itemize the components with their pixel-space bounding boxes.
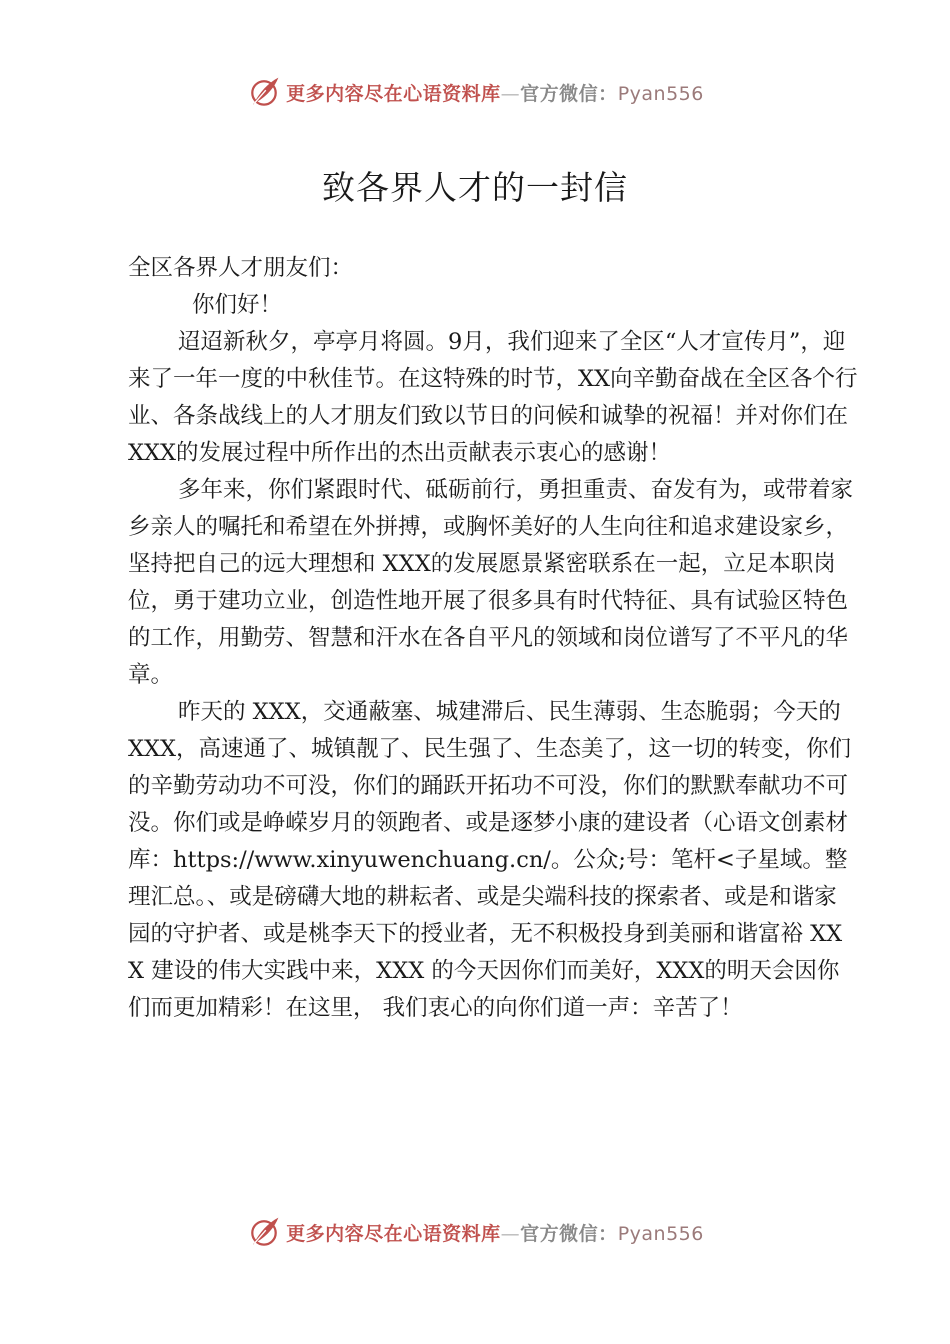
quill-pen-logo-icon (246, 74, 282, 110)
header-handle: Pyan556 (617, 82, 704, 105)
footer-text (286, 1219, 704, 1246)
letter-body (128, 250, 858, 1027)
paragraph: 昨天的 XXX，交通蔽塞、城建滞后、民生薄弱、生态脆弱；今天的 XXX，高速通了、城镇靓了、民生强了、生态美了，这一切的转变，你们的辛勤劳动功不可没，你们的踊跃开拓功不可没，你们的默默奉献功不可没。你们或是峥嵘岁月的领跑者、或是逐梦小康的建设者（心语文创素材库：https://www.xinyuwenchuang.cn/。公众;号：笔杆<子星域。整理汇总。、或是磅礴大地的耕耘者、或是尖端科技的探索者、或是和谐家园的守护者、或是桃李天下的授业者，无不积极投身到美丽和谐富裕 XXX 建设的伟大实践中来，XXX 的今天因你们而美好，XXX的明天会因你们而更加精彩！在这里， 我们衷心的向你们道一声：辛苦了！ (128, 699, 852, 1021)
footer-dash: — (500, 1222, 521, 1245)
paragraph: 多年来，你们紧跟时代、砥砺前行，勇担重责、奋发有为，或带着家乡亲人的嘱托和希望在外拼搏，或胸怀美好的人生向往和追求建设家乡，坚持把自己的远大理想和 XXX的发展愿景紧密联系在一起，立足本职岗位，勇于建功立业，创造性地开展了很多具有时代特征、具有试验区特色的工作，用勤劳、智慧和汗水在各自平凡的领域和岗位谱写了不平凡的华章。 (128, 477, 854, 688)
footer-wechat-label: 官方微信： (520, 1222, 618, 1245)
salutation: 全区各界人才朋友们： (128, 255, 354, 281)
footer-banner (0, 1212, 950, 1252)
header-wechat-label: 官方微信： (520, 82, 618, 105)
page-title: 致各界人才的一封信 (322, 168, 628, 207)
header-brand: 更多内容尽在心语资料库 (286, 82, 501, 105)
header-text (286, 79, 704, 106)
quill-pen-logo-icon (246, 1214, 282, 1250)
greeting: 你们好！ (192, 292, 283, 318)
header-banner (0, 72, 950, 112)
footer-handle: Pyan556 (617, 1222, 704, 1245)
footer-brand: 更多内容尽在心语资料库 (286, 1222, 501, 1245)
paragraph: 迢迢新秋夕，亭亭月将圆。9月，我们迎来了全区“人才宣传月”，迎来了一年一度的中秋佳节。在这特殊的时节，XX向辛勤奋战在全区各个行业、各条战线上的人才朋友们致以节日的问候和诚挚的祝福！并对你们在 XXX的发展过程中所作出的杰出贡献表示衷心的感谢！ (128, 329, 858, 466)
header-dash: — (500, 82, 521, 105)
